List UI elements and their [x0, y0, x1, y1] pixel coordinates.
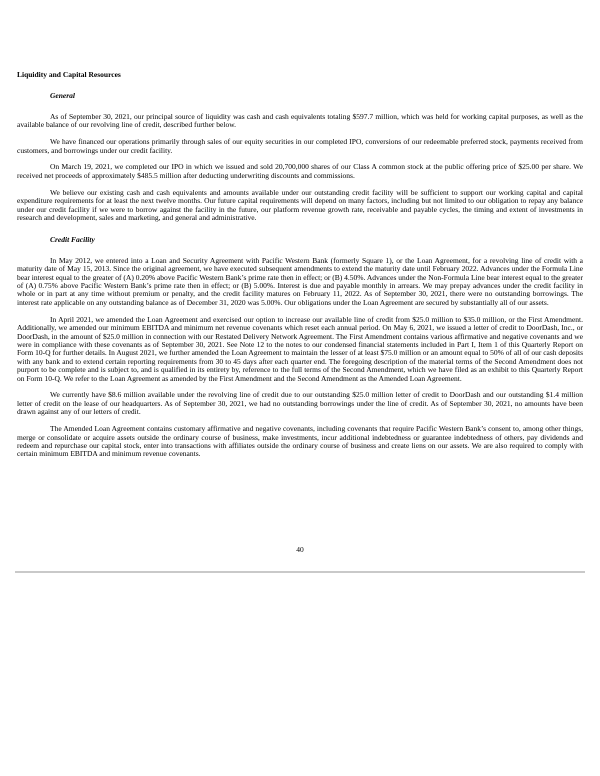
section-credit-facility: [17, 236, 583, 458]
subsection-heading-credit-facility: Credit Facility: [50, 235, 95, 245]
paragraph-available-credit: We currently have $8.6 million available under the revolving line of credit due to our outstanding $25.0 million letter of credit to DoorDash and our outstanding $1.4 million letter of credit on the lease of our headquarters. As of September 30, 2021, we had no outstanding borrowings under the line of credit. As of September 30, 2021, no amounts have been drawn against any of our letters of credit.: [17, 390, 583, 417]
paragraph-loan-amendments: In April 2021, we amended the Loan Agreement and exercised our option to increase our available line of credit from $25.0 million to $35.0 million, or the First Amendment. Additionally, we amended our minimum EBITDA and minimum net revenue covenants which reset each annual period. On May 6, 2021, we issued a letter of credit to DoorDash, Inc., or DoorDash, in the amount of $25.0 million in connection with our Restated Delivery Network Agreement. The First Amendment contains various affirmative and negative covenants and we were in compliance with these covenants as of September 30, 2021. See Note 12 to the notes to our condensed financial statements included in Part I, Item 1 of this Quarterly Report on Form 10-Q for further details. In August 2021, we further amended the Loan Agreement to maintain the lesser of at least $75.0 million or an amount equal to 50% of all of our cash deposits with any bank and to extend certain reporting requirements from 30 to 45 days after each quarter end. The foregoing description of the material terms of the Second Amendment does not purport to be complete and is subject to, and is qualified in its entirety by, reference to the full terms of the Second Amendment, which we have filed as an exhibit to this Quarterly Report on Form 10-Q. We refer to the Loan Agreement as amended by the First Amendment and the Second Amendment as the Amended Loan Agreement.: [17, 314, 583, 383]
paragraph-ipo-proceeds: On March 19, 2021, we completed our IPO in which we issued and sold 20,700,000 shares of our Class A common stock at the public offering price of $25.00 per share. We received net proceeds of approximately $485.5 million after deducting underwriting discounts and commissions.: [17, 162, 583, 180]
subsection-heading-general: General: [50, 91, 75, 101]
paragraph-liquidity-sources: As of September 30, 2021, our principal source of liquidity was cash and cash equivalents totaling $597.7 million, which was held for working capital purposes, as well as the available balance of our revolving line of credit, described further below.: [17, 111, 583, 130]
section-general: [17, 92, 583, 222]
page-number: 40: [296, 545, 304, 554]
section-title: Liquidity and Capital Resources: [17, 70, 121, 79]
page-content: [17, 71, 583, 459]
paragraph-covenants: The Amended Loan Agreement contains customary affirmative and negative covenants, including covenants that require Pacific Western Bank’s consent to, among other things, merge or consolidate or acquire assets outside the ordinary course of business, make investments, incur additional indebtedness or guarantee indebtedness of others, pay dividends and redeem and repurchase our capital stock, enter into transactions with affiliates outside the ordinary course of business and create liens on our assets. We are also required to comply with certain minimum EBITDA and minimum revenue covenants.: [17, 424, 583, 459]
paragraph-financing-operations: We have financed our operations primarily through sales of our equity securities in our completed IPO, conversions of our redeemable preferred stock, payments received from customers, and borrowings under our credit facility.: [17, 137, 583, 155]
paragraph-loan-agreement-history: In May 2012, we entered into a Loan and Security Agreement with Pacific Western Bank (formerly Square 1), or the Loan Agreement, for a revolving line of credit with a maturity date of May 15, 2013. Since the original agreement, we have executed subsequent amendments to extend the maturity date until February 2022. Advances under the Formula Line bear interest equal to the greater of (A) 0.20% above Pacific Western Bank’s prime rate then in effect; or (B) 4.50%. Advances under the Non-Formula Line bear interest equal to the greater of (A) 0.75% above Pacific Western Bank’s prime rate then in effect; or (B) 5.00%. Interest is due and payable monthly in arrears. We may prepay advances under the credit facility in whole or in part at any time without premium or penalty, and the credit facility matures on February 11, 2022. As of September 30, 2021, there were no outstanding borrowings. The interest rate applicable on any outstanding balance as of December 31, 2020 was 5.00%. Our obligations under the Loan Agreement are secured by substantially all of our assets.: [17, 255, 583, 307]
footer-divider: [15, 571, 585, 573]
paragraph-capital-requirements: We believe our existing cash and cash equivalents and amounts available under our outstanding credit facility will be sufficient to support our working capital and capital expenditure requirements for at least the next twelve months. Our future capital requirements will depend on many factors, including but not limited to our obligation to repay any balance under our credit facility if we were to borrow against the facility in the future, our platform revenue growth rate, receivable and payable cycles, the timing and extent of investments in research and development, sales and marketing, and general and administrative.: [17, 187, 583, 222]
